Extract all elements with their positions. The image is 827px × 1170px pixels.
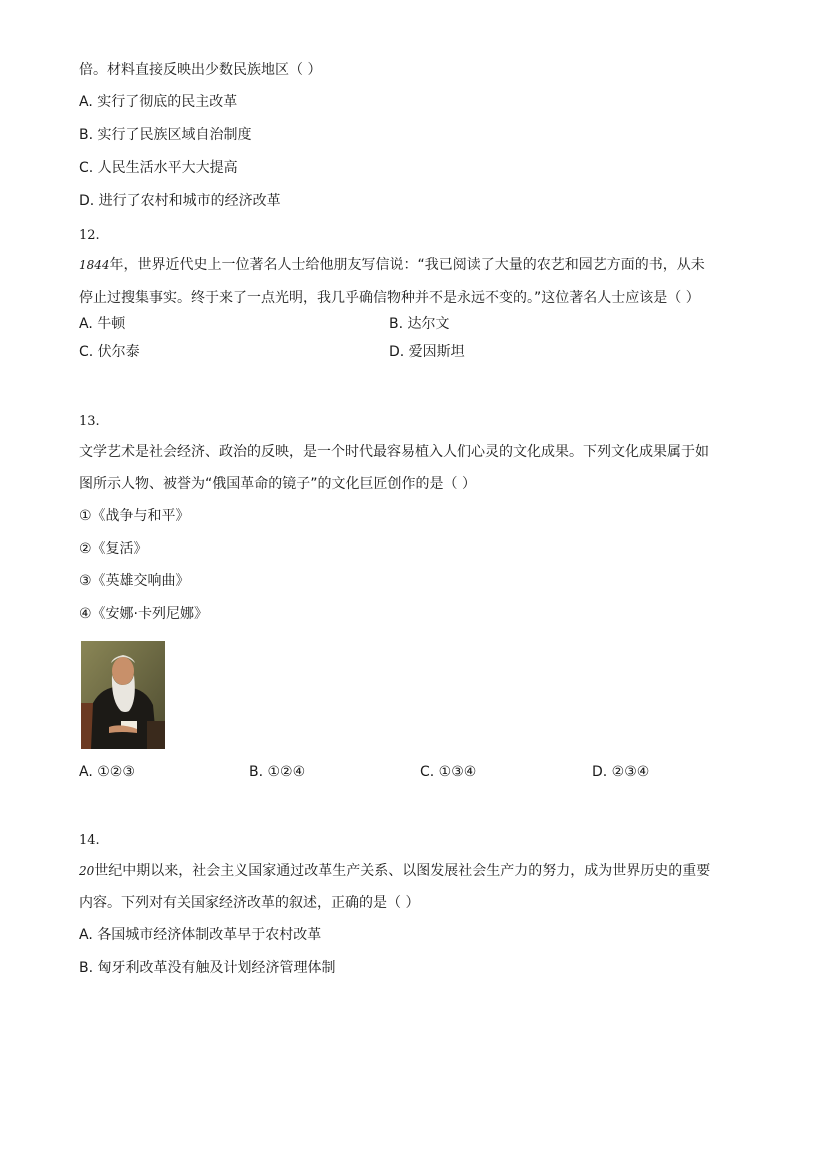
q13-option-c[interactable]: C. ①③④ <box>420 764 477 780</box>
q11-option-b[interactable]: B. 实行了民族区域自治制度 <box>79 127 252 143</box>
q14-stem-line1 <box>79 861 710 881</box>
q14-option-b[interactable]: B. 匈牙利改革没有触及计划经济管理体制 <box>79 960 336 976</box>
q14-stem-line2: 内容。下列对有关国家经济改革的叙述，正确的是（ ） <box>79 895 420 911</box>
q13-option-d[interactable]: D. ②③④ <box>592 764 650 780</box>
q13-option-a[interactable]: A. ①②③ <box>79 764 135 780</box>
q12-option-a[interactable]: A. 牛顿 <box>79 316 126 332</box>
q13-item-4: ④《安娜·卡列尼娜》 <box>79 606 209 622</box>
q11-option-d[interactable]: D. 进行了农村和城市的经济改革 <box>79 193 281 209</box>
q13-stem-line1: 文学艺术是社会经济、政治的反映，是一个时代最容易植入人们心灵的文化成果。下列文化成果属于如 <box>79 444 709 460</box>
tolstoy-portrait-image <box>81 641 165 749</box>
q14-year: 20 <box>79 864 95 878</box>
q13-item-3: ③《英雄交响曲》 <box>79 573 190 589</box>
q12-option-b[interactable]: B. 达尔文 <box>389 316 450 332</box>
q13-item-2: ②《复活》 <box>79 541 148 557</box>
q11-stem-tail: 倍。材料直接反映出少数民族地区（ ） <box>79 62 322 78</box>
q14-stem-text1: 世纪中期以来，社会主义国家通过改革生产关系、以图发展社会生产力的努力，成为世界历史的重要 <box>94 863 711 879</box>
q13-item-1: ①《战争与和平》 <box>79 508 190 524</box>
q13-option-b[interactable]: B. ①②④ <box>249 764 306 780</box>
q12-option-c[interactable]: C. 伏尔泰 <box>79 344 140 360</box>
q12-stem-line2: 停止过搜集事实。终于来了一点光明，我几乎确信物种并不是永远不变的。”这位著名人士应该是（ ） <box>79 290 700 306</box>
q13-stem-line2: 图所示人物、被誉为“俄国革命的镜子”的文化巨匠创作的是（ ） <box>79 476 476 492</box>
q13-number: 13. <box>79 414 100 429</box>
q12-year: 1844 <box>79 258 110 272</box>
q11-option-c[interactable]: C. 人民生活水平大大提高 <box>79 160 238 176</box>
q14-option-a[interactable]: A. 各国城市经济体制改革早于农村改革 <box>79 927 322 943</box>
q14-number: 14. <box>79 833 100 848</box>
q12-stem-line1 <box>79 255 705 275</box>
q12-stem-text1: 年，世界近代史上一位著名人士给他朋友写信说：“我已阅读了大量的农艺和园艺方面的书，从未 <box>109 257 705 273</box>
q12-option-d[interactable]: D. 爱因斯坦 <box>389 344 465 360</box>
q11-option-a[interactable]: A. 实行了彻底的民主改革 <box>79 94 238 110</box>
q12-number: 12. <box>79 228 100 243</box>
